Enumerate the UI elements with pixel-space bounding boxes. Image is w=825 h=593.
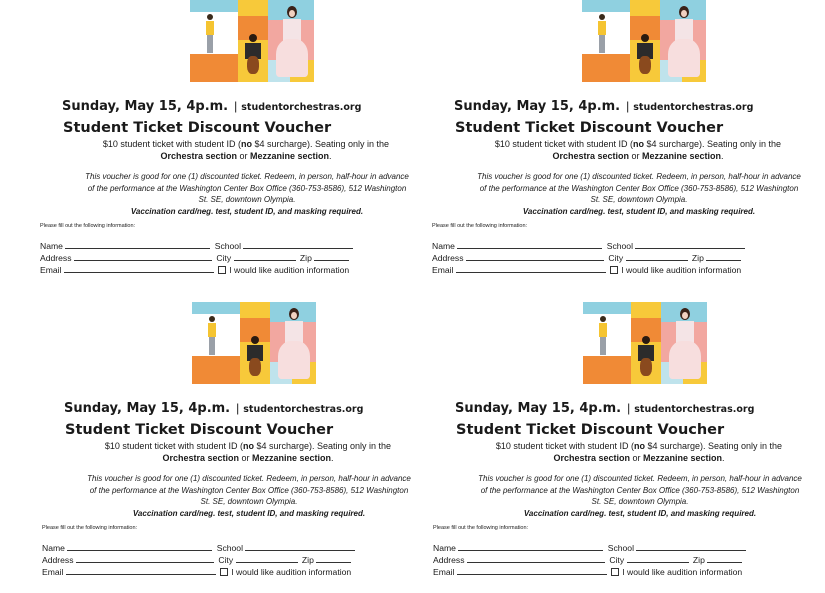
audition-checkbox[interactable] <box>218 266 226 274</box>
name-school-row <box>432 240 747 251</box>
address-label: Address <box>40 253 72 263</box>
name-school-row <box>40 240 355 251</box>
name-label: Name <box>433 543 456 553</box>
school-label: School <box>607 543 634 553</box>
orchestra-illustration <box>582 0 706 82</box>
standing-musician-figure <box>207 316 217 356</box>
voucher-description: $10 student ticket with student ID (no $4 surcharge). Seating only in the Orchestra section or Mezzanine section. <box>104 441 392 463</box>
address-field[interactable] <box>467 554 605 563</box>
redeem-instructions: This voucher is good for one (1) discounted ticket. Redeem, in person, half-hour in advance of the performance at the Washington Center Box Office (360-753-8586), 512 Washington St. SE, downtown Olympia. Vaccination card/neg. test, student ID, and masking required. <box>474 171 804 217</box>
zip-label: Zip <box>692 555 705 565</box>
address-label: Address <box>42 555 74 565</box>
voucher <box>433 302 825 592</box>
seated-musician-figure <box>242 34 264 80</box>
school-label: School <box>216 543 243 553</box>
voucher-description: $10 student ticket with student ID (no $4 surcharge). Seating only in the Orchestra section or Mezzanine section. <box>102 139 390 161</box>
name-field[interactable] <box>457 240 602 249</box>
violinist-figure <box>274 4 310 78</box>
event-date: Sunday, May 15, 4p.m. <box>454 99 621 114</box>
fill-prompt: Please fill out the following information: <box>40 223 136 229</box>
standing-musician-figure <box>598 316 608 356</box>
event-date: Sunday, May 15, 4p.m. <box>62 99 229 114</box>
voucher-title: Student Ticket Discount Voucher <box>455 120 724 136</box>
school-field[interactable] <box>635 240 745 249</box>
city-field[interactable] <box>626 252 688 261</box>
city-field[interactable] <box>236 554 298 563</box>
school-label: School <box>214 241 241 251</box>
name-school-row <box>42 542 357 553</box>
requirements-note: Vaccination card/neg. test, student ID, and masking required. <box>132 508 366 518</box>
voucher-description: $10 student ticket with student ID (no $4 surcharge). Seating only in the Orchestra section or Mezzanine section. <box>495 441 783 463</box>
voucher-description: $10 student ticket with student ID (no $4 surcharge). Seating only in the Orchestra section or Mezzanine section. <box>494 139 782 161</box>
name-field[interactable] <box>67 542 212 551</box>
zip-field[interactable] <box>314 252 349 261</box>
violinist-figure <box>667 306 703 380</box>
requirements-note: Vaccination card/neg. test, student ID, and masking required. <box>130 206 364 216</box>
audition-label: I would like audition information <box>622 567 743 577</box>
zip-label: Zip <box>301 555 314 565</box>
event-date: Sunday, May 15, 4p.m. <box>64 401 231 416</box>
email-row <box>40 264 349 275</box>
city-label: City <box>609 555 625 565</box>
orchestra-illustration <box>190 0 314 82</box>
email-label: Email <box>433 567 455 577</box>
fill-prompt: Please fill out the following information: <box>433 525 529 531</box>
standing-musician-figure <box>205 14 215 54</box>
separator: | <box>627 401 631 415</box>
address-city-row <box>40 252 351 263</box>
audition-label: I would like audition information <box>231 567 352 577</box>
separator: | <box>236 401 240 415</box>
email-label: Email <box>40 265 62 275</box>
orchestra-illustration <box>583 302 707 384</box>
address-field[interactable] <box>76 554 214 563</box>
voucher-title: Student Ticket Discount Voucher <box>65 422 334 438</box>
email-label: Email <box>432 265 454 275</box>
separator: | <box>234 99 238 113</box>
violinist-figure <box>666 4 702 78</box>
seated-musician-figure <box>244 336 266 382</box>
orchestra-illustration <box>192 302 316 384</box>
audition-checkbox[interactable] <box>220 568 228 576</box>
name-field[interactable] <box>458 542 603 551</box>
zip-field[interactable] <box>316 554 351 563</box>
email-row <box>42 566 351 577</box>
audition-label: I would like audition information <box>229 265 350 275</box>
name-label: Name <box>42 543 65 553</box>
website-link[interactable]: studentorchestras.org <box>243 404 364 415</box>
voucher <box>40 0 432 290</box>
requirements-note: Vaccination card/neg. test, student ID, and masking required. <box>522 206 756 216</box>
separator: | <box>626 99 630 113</box>
name-school-row <box>433 542 748 553</box>
voucher-title: Student Ticket Discount Voucher <box>456 422 725 438</box>
zip-label: Zip <box>299 253 312 263</box>
event-date: Sunday, May 15, 4p.m. <box>455 401 622 416</box>
fill-prompt: Please fill out the following information: <box>432 223 528 229</box>
address-city-row <box>432 252 743 263</box>
redeem-instructions: This voucher is good for one (1) discounted ticket. Redeem, in person, half-hour in advance of the performance at the Washington Center Box Office (360-753-8586), 512 Washington St. SE, downtown Olympia. Vaccination card/neg. test, student ID, and masking required. <box>475 473 805 519</box>
standing-musician-figure <box>597 14 607 54</box>
website-link[interactable]: studentorchestras.org <box>241 102 362 113</box>
voucher-title: Student Ticket Discount Voucher <box>63 120 332 136</box>
zip-label: Zip <box>691 253 704 263</box>
address-city-row <box>433 554 744 565</box>
seated-musician-figure <box>634 34 656 80</box>
address-label: Address <box>432 253 464 263</box>
email-field[interactable] <box>64 264 214 273</box>
address-label: Address <box>433 555 465 565</box>
email-field[interactable] <box>66 566 216 575</box>
fill-prompt: Please fill out the following information: <box>42 525 138 531</box>
address-field[interactable] <box>74 252 212 261</box>
city-field[interactable] <box>627 554 689 563</box>
name-label: Name <box>432 241 455 251</box>
website-link[interactable]: studentorchestras.org <box>634 404 755 415</box>
city-label: City <box>216 253 232 263</box>
name-field[interactable] <box>65 240 210 249</box>
redeem-instructions: This voucher is good for one (1) discounted ticket. Redeem, in person, half-hour in advance of the performance at the Washington Center Box Office (360-753-8586), 512 Washington St. SE, downtown Olympia. Vaccination card/neg. test, student ID, and masking required. <box>84 473 414 519</box>
address-city-row <box>42 554 353 565</box>
voucher <box>42 302 434 592</box>
audition-checkbox[interactable] <box>611 568 619 576</box>
school-field[interactable] <box>243 240 353 249</box>
voucher <box>432 0 824 290</box>
audition-label: I would like audition information <box>621 265 742 275</box>
violinist-figure <box>276 306 312 380</box>
address-field[interactable] <box>466 252 604 261</box>
school-label: School <box>606 241 633 251</box>
school-field[interactable] <box>636 542 746 551</box>
school-field[interactable] <box>245 542 355 551</box>
name-label: Name <box>40 241 63 251</box>
seated-musician-figure <box>635 336 657 382</box>
zip-field[interactable] <box>706 252 741 261</box>
zip-field[interactable] <box>707 554 742 563</box>
email-label: Email <box>42 567 64 577</box>
city-field[interactable] <box>234 252 296 261</box>
requirements-note: Vaccination card/neg. test, student ID, and masking required. <box>523 508 757 518</box>
city-label: City <box>608 253 624 263</box>
website-link[interactable]: studentorchestras.org <box>633 102 754 113</box>
email-row <box>433 566 742 577</box>
audition-checkbox[interactable] <box>610 266 618 274</box>
email-field[interactable] <box>456 264 606 273</box>
redeem-instructions: This voucher is good for one (1) discounted ticket. Redeem, in person, half-hour in advance of the performance at the Washington Center Box Office (360-753-8586), 512 Washington St. SE, downtown Olympia. Vaccination card/neg. test, student ID, and masking required. <box>82 171 412 217</box>
email-row <box>432 264 741 275</box>
city-label: City <box>218 555 234 565</box>
email-field[interactable] <box>457 566 607 575</box>
